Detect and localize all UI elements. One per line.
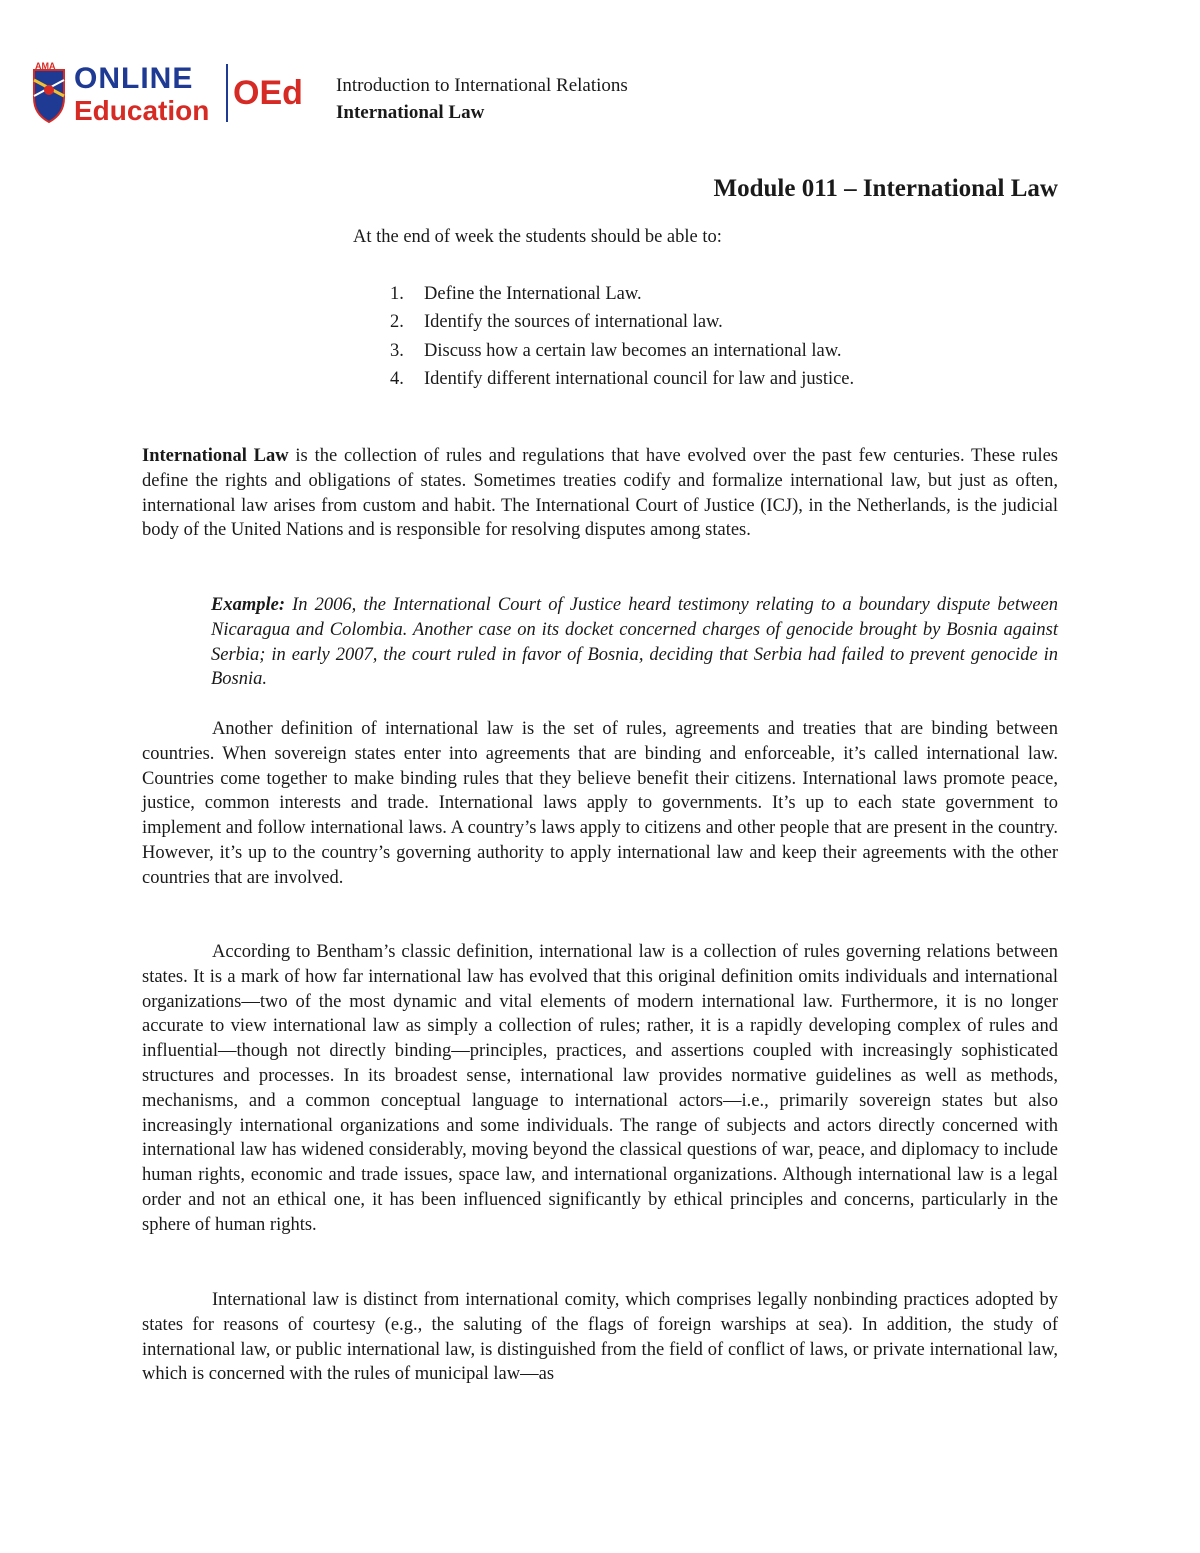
objective-item [390,365,854,393]
example-text: In 2006, the International Court of Justice heard testimony relating to a boundary dispute between Nicaragua and Colombia. Another case on its docket concerned charges of genocide brought by Bosnia against Serbia; in early 2007, the court ruled in favor of Bosnia, deciding that Serbia had failed to prevent genocide in Bosnia. [211,595,1058,690]
svg-text:ONLINE: ONLINE [74,62,194,95]
example-label: Example: [211,595,285,615]
objectives-intro: At the end of week the students should be able to: [353,227,722,247]
paragraph-text: Another definition of international law is the set of rules, agreements and treaties that are binding between countries. When sovereign states enter into agreements that are binding and enforceable, it’s called international law. Countries come together to make binding rules that they believe benefit their citizens. International laws promote peace, justice, common interests and trade. International laws apply to governments. It’s up to each state government to implement and follow international laws. A country’s laws apply to citizens and other people that are present in the country. However, it’s up to the country’s governing authority to apply international law and keep their agreements with the other countries that are involved. [142,719,1058,888]
online-education-logo [30,60,320,126]
course-name: Introduction to International Relations [336,75,628,96]
svg-text:OEd: OEd [233,74,303,112]
module-title: Module 011 – International Law [713,175,1058,202]
objective-text: Define the International Law. [424,284,642,304]
course-info [336,72,628,126]
objective-text: Identify the sources of international law. [424,312,723,333]
objective-number: 2. [390,312,404,333]
objective-item [390,337,854,365]
page-header [30,60,1170,130]
paragraph-bentham [142,940,1058,1238]
example-block [211,593,1058,692]
paragraph-another-definition [142,717,1058,891]
objective-number: 3. [390,340,404,361]
objective-item [390,308,854,336]
defined-term: International Law [142,446,289,466]
objective-text: Discuss how a certain law becomes an international law. [424,340,842,361]
paragraph-definition [142,444,1058,543]
paragraph-text: is the collection of rules and regulations that have evolved over the past few centuries. These rules define the rights and obligations of states. Sometimes treaties codify and formalize international law, but just as often, international law arises from custom and habit. The International Court of Justice (ICJ), in the Netherlands, is the judicial body of the United Nations and is responsible for resolving disputes among states. [142,446,1058,541]
svg-text:AMA: AMA [35,61,56,71]
objectives-list [390,280,854,393]
paragraph-text: International law is distinct from international comity, which comprises legally nonbinding practices adopted by states for reasons of courtesy (e.g., the saluting of the flags of foreign warships at sea). In addition, the study of international law, or public international law, is distinguished from the field of conflict of laws, or private international law, which is concerned with the rules of municipal law—as [142,1290,1058,1385]
paragraph-comity [142,1288,1058,1387]
svg-text:Education: Education [74,95,210,126]
paragraph-text: According to Bentham’s classic definition, international law is a collection of rules governing relations between states. It is a mark of how far international law has evolved that this original definition omits individuals and international organizations—two of the most dynamic and vital elements of modern international law. Furthermore, it is no longer accurate to view international law as simply a collection of rules; rather, it is a rapidly developing complex of rules and influential—though not directly binding—principles, practices, and assertions coupled with increasingly sophisticated structures and processes. In its broadest sense, international law provides normative guidelines as well as methods, mechanisms, and a common conceptual language to international actors—i.e., primarily sovereign states but also increasingly international organizations and some individuals. The range of subjects and actors directly concerned with international law has widened considerably, moving beyond the classical questions of war, peace, and diplomacy to include human rights, economic and trade issues, space law, and international organizations. Although international law is a legal order and not an ethical one, it has been influenced significantly by ethical principles and concerns, particularly in the sphere of human rights. [142,942,1058,1235]
objective-number: 1. [390,284,404,304]
objective-number: 4. [390,368,404,389]
objective-item [390,280,854,308]
topic-name: International Law [336,102,485,123]
objective-text: Identify different international council for law and justice. [424,368,855,389]
